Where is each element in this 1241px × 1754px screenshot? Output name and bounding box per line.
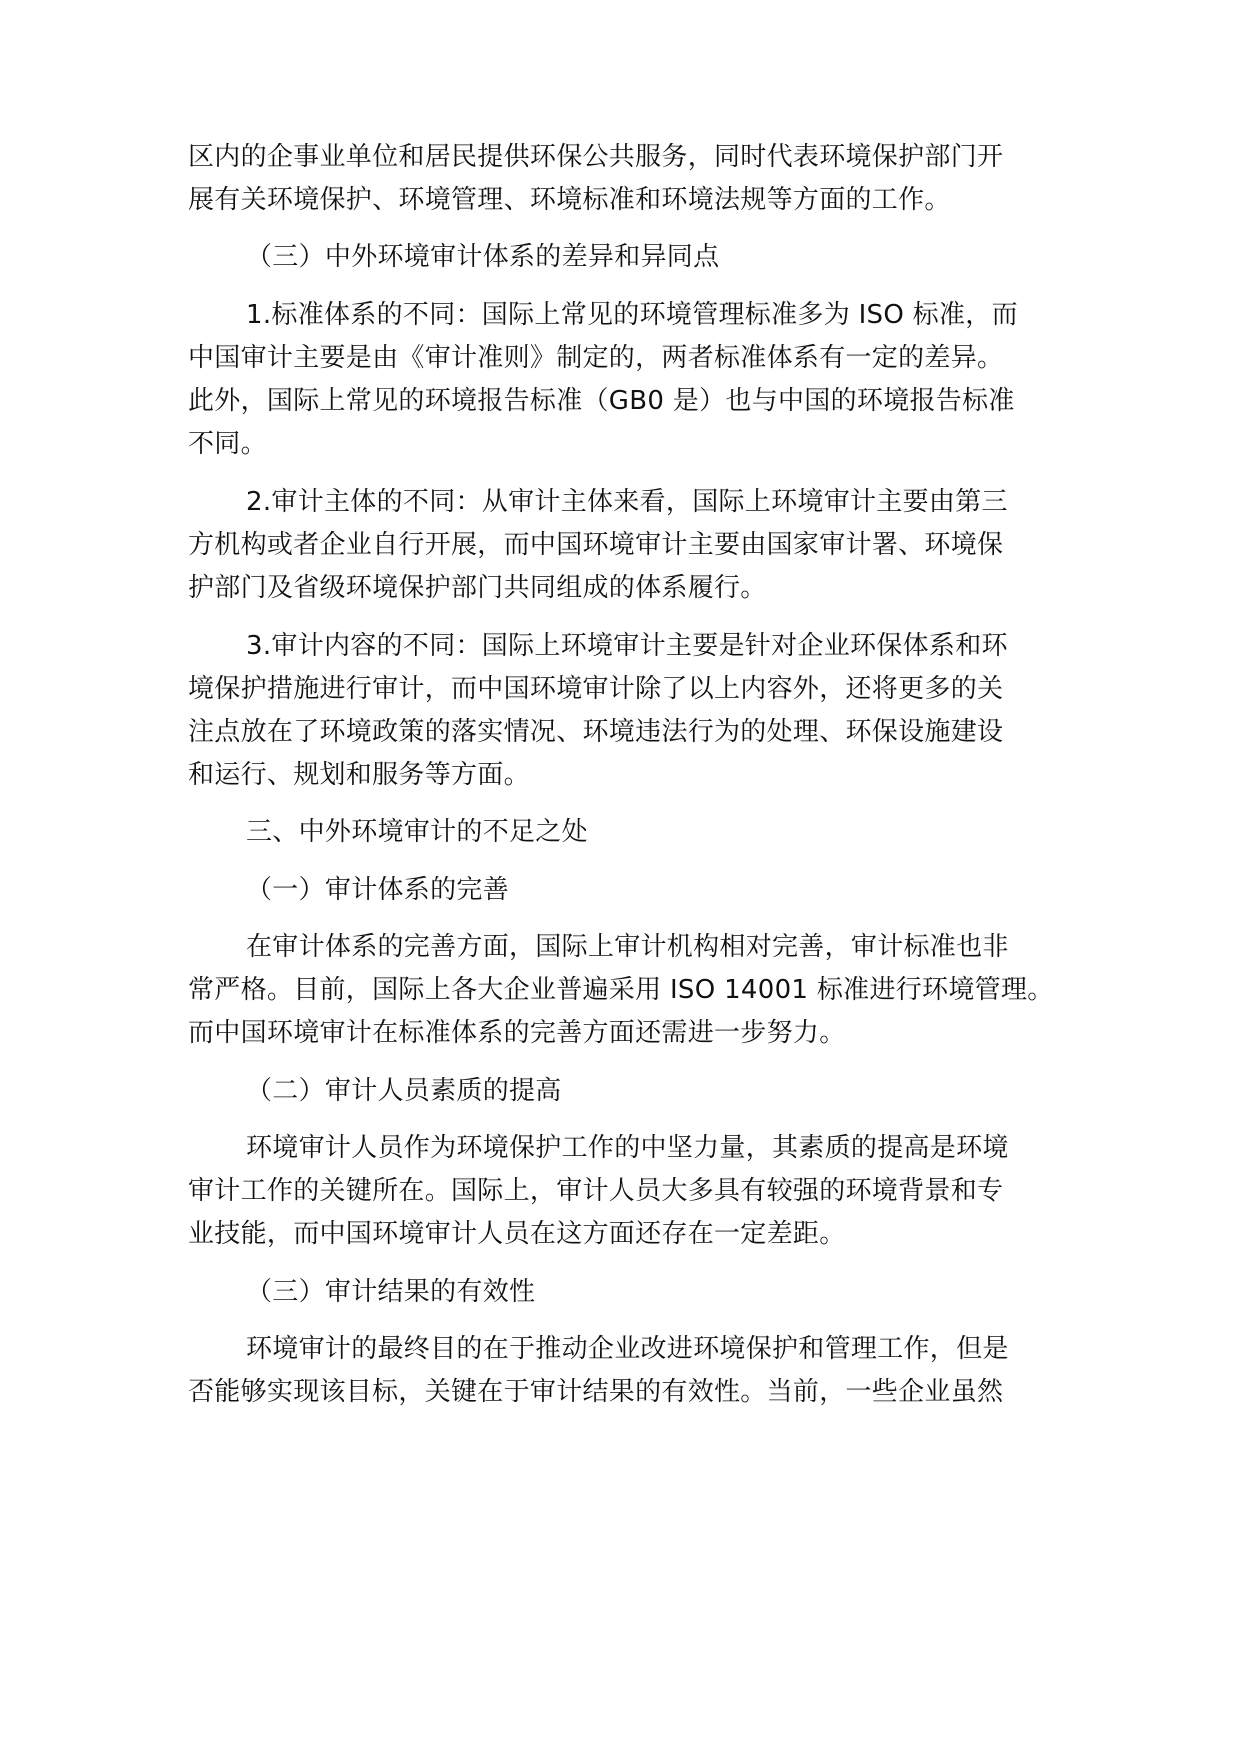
paragraph-line: 此外，国际上常见的环境报告标准（GB0 是）也与中国的环境报告标准 xyxy=(188,386,1015,416)
paragraph-line: 护部门及省级环境保护部门共同组成的体系履行。 xyxy=(188,573,767,603)
paragraph-line: 方机构或者企业自行开展，而中国环境审计主要由国家审计署、环境保 xyxy=(188,530,1004,560)
paragraph-line: 和运行、规划和服务等方面。 xyxy=(188,760,530,790)
paragraph-line: 2.审计主体的不同：从审计主体来看，国际上环境审计主要由第三 xyxy=(246,487,1008,517)
paragraph-line: 1.标准体系的不同：国际上常见的环境管理标准多为 ISO 标准，而 xyxy=(246,300,1018,330)
section-heading: 三、中外环境审计的不足之处 xyxy=(246,817,588,847)
paragraph-line: 区内的企事业单位和居民提供环保公共服务，同时代表环境保护部门开 xyxy=(188,142,1004,172)
paragraph-line: 展有关环境保护、环境管理、环境标准和环境法规等方面的工作。 xyxy=(188,185,951,215)
paragraph-line: 环境审计的最终目的在于推动企业改进环境保护和管理工作，但是 xyxy=(246,1334,1009,1364)
paragraph-line: 否能够实现该目标，关键在于审计结果的有效性。当前，一些企业虽然 xyxy=(188,1377,1004,1407)
paragraph-line: 在审计体系的完善方面，国际上审计机构相对完善，审计标准也非 xyxy=(246,932,1009,962)
paragraph-line: 审计工作的关键所在。国际上，审计人员大多具有较强的环境背景和专 xyxy=(188,1176,1004,1206)
section-heading: （三）审计结果的有效性 xyxy=(246,1277,536,1307)
paragraph-line: 注点放在了环境政策的落实情况、环境违法行为的处理、环保设施建设 xyxy=(188,717,1004,747)
section-heading: （二）审计人员素质的提高 xyxy=(246,1076,562,1106)
section-heading: （一）审计体系的完善 xyxy=(246,875,510,905)
paragraph-line: 3.审计内容的不同：国际上环境审计主要是针对企业环保体系和环 xyxy=(246,631,1008,661)
paragraph-line: 中国审计主要是由《审计准则》制定的，两者标准体系有一定的差异。 xyxy=(188,343,1004,373)
paragraph-line: 境保护措施进行审计，而中国环境审计除了以上内容外，还将更多的关 xyxy=(188,674,1004,704)
paragraph-line: 不同。 xyxy=(188,429,267,459)
paragraph-line: 业技能，而中国环境审计人员在这方面还存在一定差距。 xyxy=(188,1219,846,1249)
section-heading: （三）中外环境审计体系的差异和异同点 xyxy=(246,242,720,272)
paragraph-line: 环境审计人员作为环境保护工作的中坚力量，其素质的提高是环境 xyxy=(246,1133,1009,1163)
paragraph-line: 常严格。目前，国际上各大企业普遍采用 ISO 14001 标准进行环境管理。 xyxy=(188,975,1054,1005)
paragraph-line: 而中国环境审计在标准体系的完善方面还需进一步努力。 xyxy=(188,1018,846,1048)
